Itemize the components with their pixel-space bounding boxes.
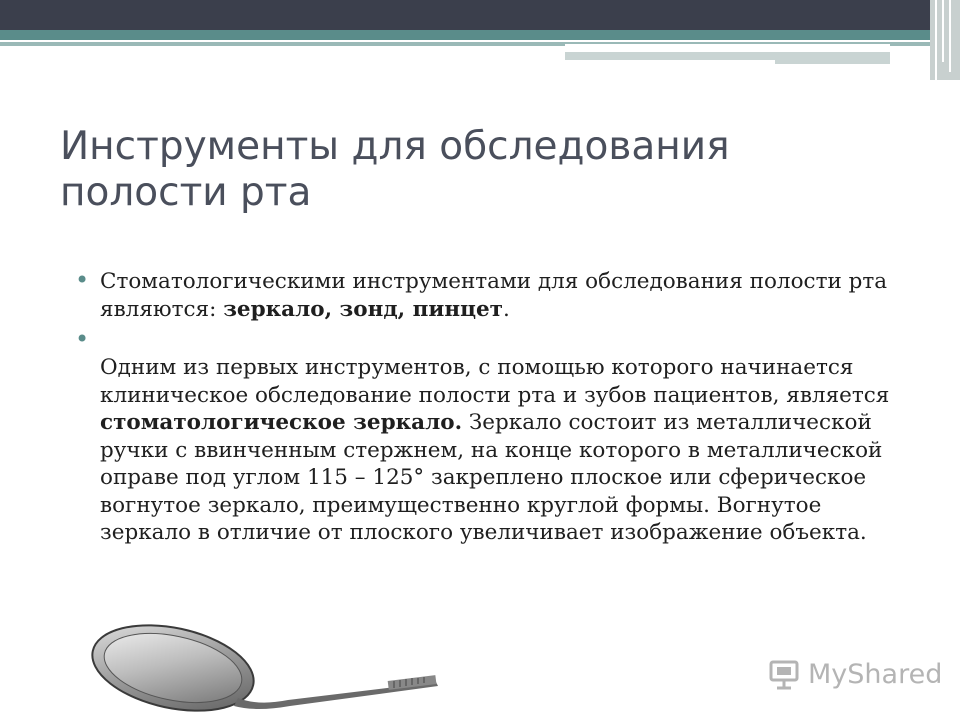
title-line-1: Инструменты для обследования <box>60 124 730 169</box>
slide-content <box>70 268 910 547</box>
strip-line <box>949 0 951 72</box>
band-line <box>565 60 775 64</box>
teal-band <box>0 30 930 40</box>
bullet-text: Стоматологическими инструментами для обследования полости рта являются: <box>100 269 888 322</box>
presentation-icon <box>768 657 802 691</box>
bullet-dot-icon: • <box>75 325 90 353</box>
top-band <box>0 0 960 30</box>
band-line <box>565 44 890 48</box>
bullet-text: . <box>502 296 510 322</box>
bullet-bold-text: стоматологическое зеркало. <box>100 410 463 435</box>
title-line-2: полости рта <box>60 170 312 215</box>
dental-mirror-image <box>88 620 448 720</box>
bullet-text: Одним из первых инструментов, с помощью которого начинается клиническое обследование полости рта и зубов пациентов, является <box>100 355 890 408</box>
watermark-text: MyShared <box>808 658 943 690</box>
slide-title <box>60 124 920 216</box>
watermark <box>768 654 942 694</box>
bullet-item <box>70 327 910 547</box>
bullet-bold-text: зеркало, зонд, пинцет <box>223 296 503 322</box>
strip-line <box>942 0 944 62</box>
bullet-text: Зеркало состоит из металлической ручки с ввинченным стержнем, на конце которого в металлической оправе под углом 115 – 125° закреплено плоское или сферическое вогнутое зеркало, преимущественно круглой формы. Вогнутое зеркало в отличие от плоского увеличивает изображение объекта. <box>100 410 883 545</box>
bullet-dot-icon: • <box>75 266 90 294</box>
strip-line <box>935 0 937 80</box>
bullet-item <box>70 268 910 323</box>
